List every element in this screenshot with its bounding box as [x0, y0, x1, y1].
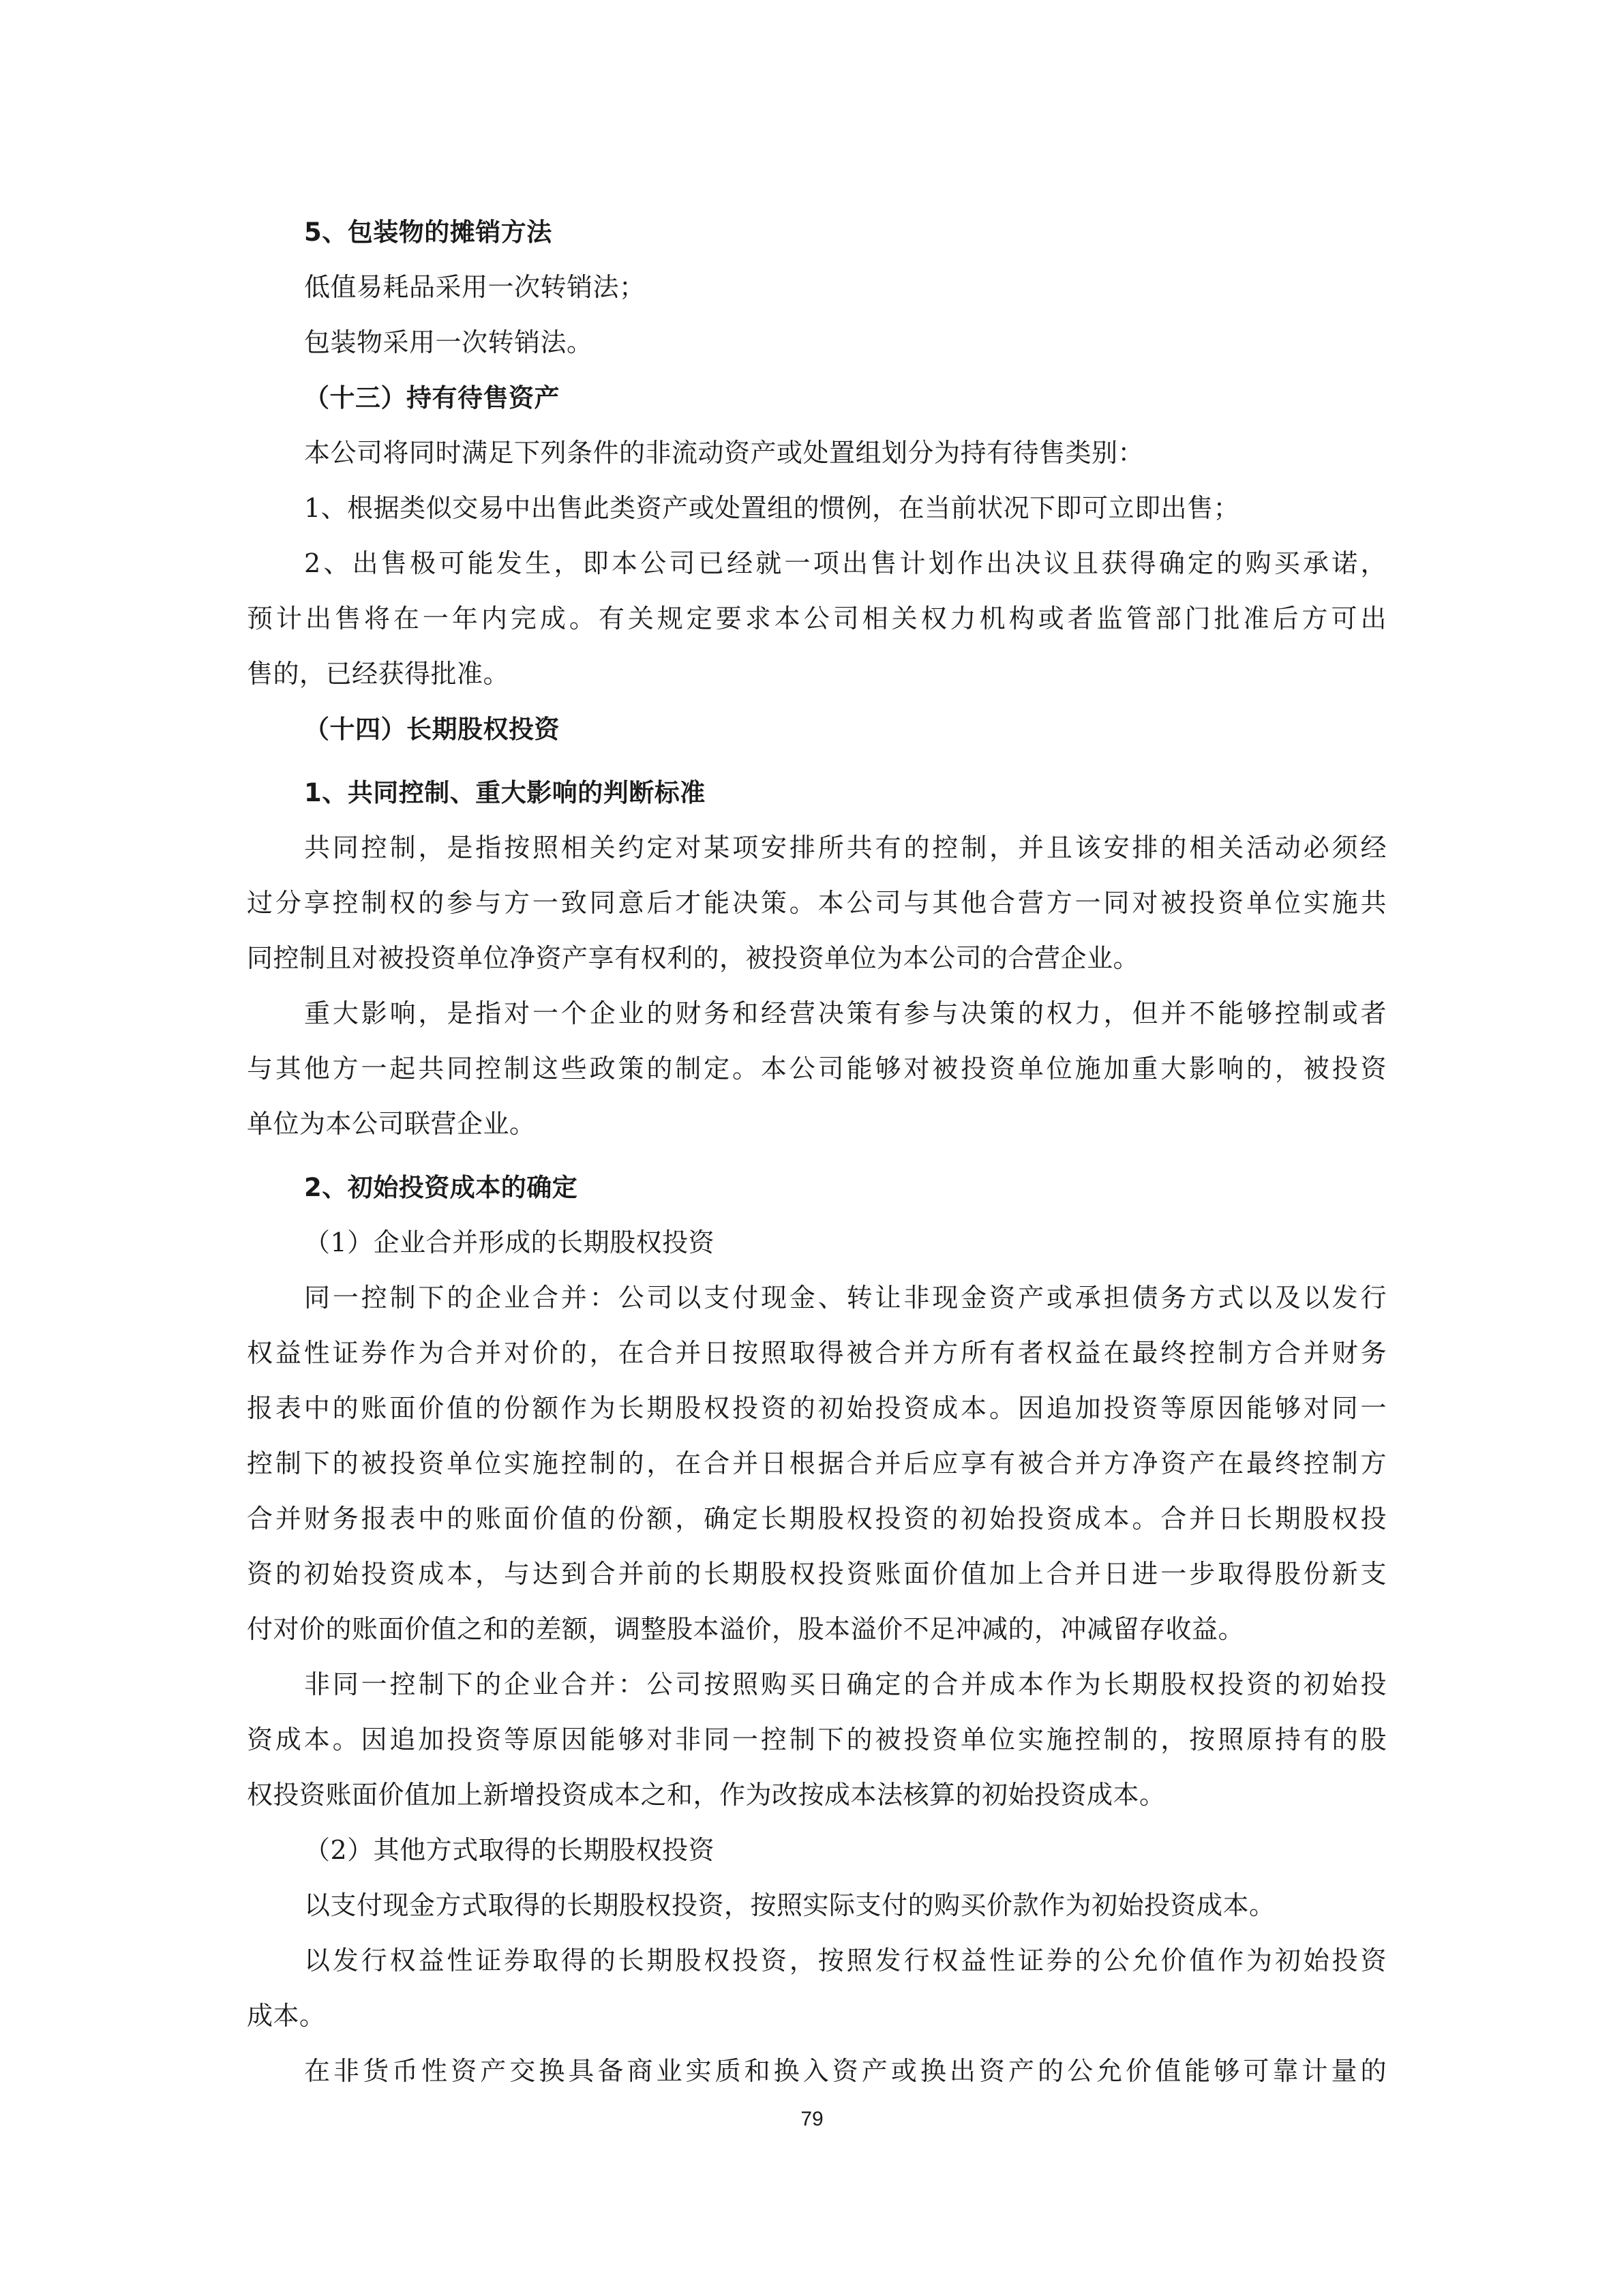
paragraph-line: 与其他方一起共同控制这些政策的制定。本公司能够对被投资单位施加重大影响的，被投资	[247, 1054, 1387, 1084]
paragraph-line: 权投资账面价值加上新增投资成本之和，作为改按成本法核算的初始投资成本。	[247, 1780, 1166, 1810]
paragraph-line: 2、出售极可能发生，即本公司已经就一项出售计划作出决议且获得确定的购买承诺，	[304, 548, 1387, 578]
paragraph-line: 1、根据类似交易中出售此类资产或处置组的惯例，在当前状况下即可立即出售；	[304, 493, 1240, 523]
spacer	[247, 757, 1387, 765]
paragraph-line: 控制下的被投资单位实施控制的，在合并日根据合并后应享有被合并方净资产在最终控制方	[247, 1448, 1387, 1478]
paragraph-line: 低值易耗品采用一次转销法；	[304, 272, 646, 302]
paragraph-line: 非同一控制下的企业合并：公司按照购买日确定的合并成本作为长期股权投资的初始投	[304, 1669, 1387, 1699]
paragraph-line: 售的，已经获得批准。	[247, 659, 510, 689]
subheading-packaging-amortization: 5、包装物的摊销方法	[304, 218, 552, 247]
paragraph-line: 资的初始投资成本，与达到合并前的长期股权投资账面价值加上合并日进一步取得股份新支	[247, 1559, 1387, 1589]
paragraph-line: 以支付现金方式取得的长期股权投资，按照实际支付的购买价款作为初始投资成本。	[304, 1890, 1276, 1920]
paragraph-line: （1）企业合并形成的长期股权投资	[304, 1227, 715, 1257]
paragraph-line: 合并财务报表中的账面价值的份额，确定长期股权投资的初始投资成本。合并日长期股权投	[247, 1504, 1387, 1534]
paragraph-line: （2）其他方式取得的长期股权投资	[304, 1835, 715, 1865]
page-number: 79	[800, 2108, 824, 2130]
paragraph-line: 本公司将同时满足下列条件的非流动资产或处置组划分为持有待售类别：	[304, 438, 1145, 468]
paragraph-line: 共同控制，是指按照相关约定对某项安排所共有的控制，并且该安排的相关活动必须经	[304, 833, 1387, 863]
paragraph-line: 报表中的账面价值的份额作为长期股权投资的初始投资成本。因追加投资等原因能够对同一	[247, 1393, 1387, 1423]
paragraph-line: 以发行权益性证券取得的长期股权投资，按照发行权益性证券的公允价值作为初始投资	[304, 1945, 1387, 1976]
paragraph-line: 在非货币性资产交换具备商业实质和换入资产或换出资产的公允价值能够可靠计量的	[304, 2056, 1387, 2086]
paragraph-line: 付对价的账面价值之和的差额，调整股本溢价，股本溢价不足冲减的，冲减留存收益。	[247, 1614, 1245, 1644]
paragraph-line: 权益性证券作为合并对价的，在合并日按照取得被合并方所有者权益在最终控制方合并财务	[247, 1338, 1387, 1368]
subheading-initial-cost: 2、初始投资成本的确定	[304, 1173, 578, 1202]
paragraph-line: 资成本。因追加投资等原因能够对非同一控制下的被投资单位实施控制的，按照原持有的股	[247, 1725, 1387, 1755]
section-heading-long-term-equity: （十四）长期股权投资	[304, 715, 560, 744]
subheading-joint-control: 1、共同控制、重大影响的判断标准	[304, 778, 706, 807]
paragraph-line: 重大影响，是指对一个企业的财务和经营决策有参与决策的权力，但并不能够控制或者	[304, 998, 1387, 1028]
paragraph-line: 过分享控制权的参与方一致同意后才能决策。本公司与其他合营方一同对被投资单位实施共	[247, 888, 1387, 918]
paragraph-line: 包装物采用一次转销法。	[304, 327, 593, 357]
paragraph-line: 成本。	[247, 2001, 326, 2031]
paragraph-line: 同一控制下的企业合并：公司以支付现金、转让非现金资产或承担债务方式以及以发行	[304, 1283, 1387, 1313]
section-heading-held-for-sale: （十三）持有待售资产	[304, 383, 560, 413]
paragraph-line: 同控制且对被投资单位净资产享有权利的，被投资单位为本公司的合营企业。	[247, 943, 1140, 973]
paragraph-line: 预计出售将在一年内完成。有关规定要求本公司相关权力机构或者监管部门批准后方可出	[247, 603, 1387, 633]
spacer	[247, 1152, 1387, 1160]
page-body	[247, 205, 1387, 2099]
paragraph-line: 单位为本公司联营企业。	[247, 1109, 536, 1139]
